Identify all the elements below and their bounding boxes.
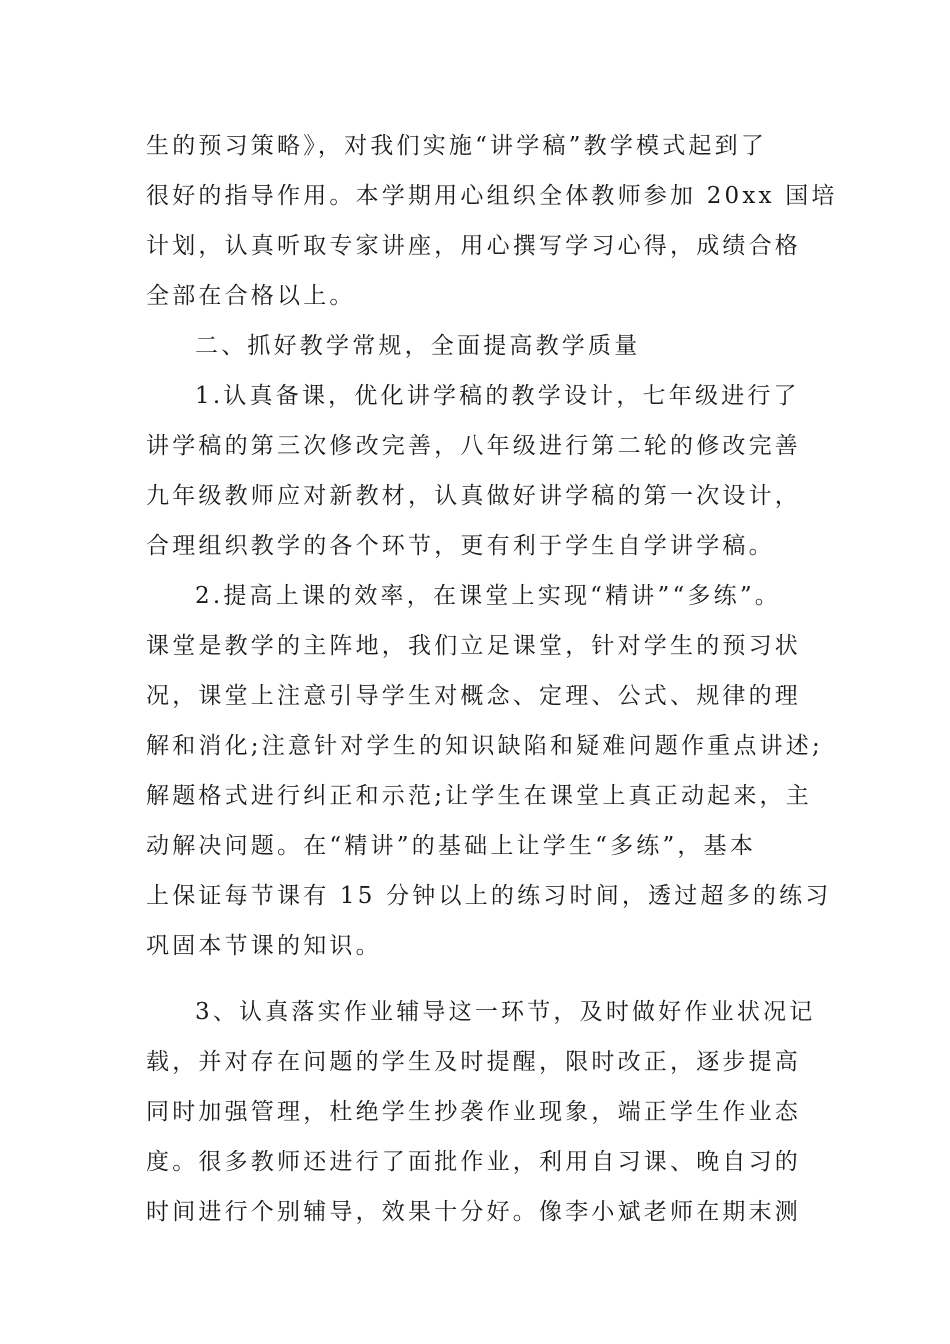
text-line: 时间进行个别辅导，效果十分好。像李小斌老师在期末测 [146,1199,801,1225]
text-line: 度。很多教师还进行了面批作业，利用自习课、晚自习的 [146,1149,801,1175]
text-line: 载，并对存在问题的学生及时提醒，限时改正，逐步提高 [146,1049,801,1075]
text-line: 2.提高上课的效率，在课堂上实现“精讲”“多练”。 [195,583,781,609]
text-line: 课堂是教学的主阵地，我们立足课堂，针对学生的预习状 [146,633,801,659]
text-line: 动解决问题。在“精讲”的基础上让学生“多练”，基本 [146,833,757,859]
text-line: 巩固本节课的知识。 [146,933,382,959]
text-line: 同时加强管理，杜绝学生抄袭作业现象，端正学生作业态 [146,1099,801,1125]
section-heading: 二、抓好教学常规，全面提高教学质量 [195,333,641,359]
text-line: 九年级教师应对新教材，认真做好讲学稿的第一次设计， [146,483,801,509]
text-line: 很好的指导作用。本学期用心组织全体教师参加 20xx 国培 [146,183,838,209]
text-line: 上保证每节课有 15 分钟以上的练习时间，透过超多的练习 [146,883,832,909]
text-line: 生的预习策略》，对我们实施“讲学稿”教学模式起到了 [146,133,768,159]
text-line: 计划，认真听取专家讲座，用心撰写学习心得，成绩合格 [146,233,801,259]
text-line: 3、认真落实作业辅导这一环节，及时做好作业状况记 [195,999,816,1025]
text-line: 况，课堂上注意引导学生对概念、定理、公式、规律的理 [146,683,801,709]
text-line: 合理组织教学的各个环节，更有利于学生自学讲学稿。 [146,533,775,559]
text-line: 讲学稿的第三次修改完善，八年级进行第二轮的修改完善 [146,433,801,459]
text-line: 解和消化;注意针对学生的知识缺陷和疑难问题作重点讲述; [146,733,823,759]
document-body [146,128,836,1244]
text-line: 解题格式进行纠正和示范;让学生在课堂上真正动起来，主 [146,783,812,809]
text-line: 1.认真备课，优化讲学稿的教学设计，七年级进行了 [195,383,800,409]
text-line: 全部在合格以上。 [146,283,356,309]
